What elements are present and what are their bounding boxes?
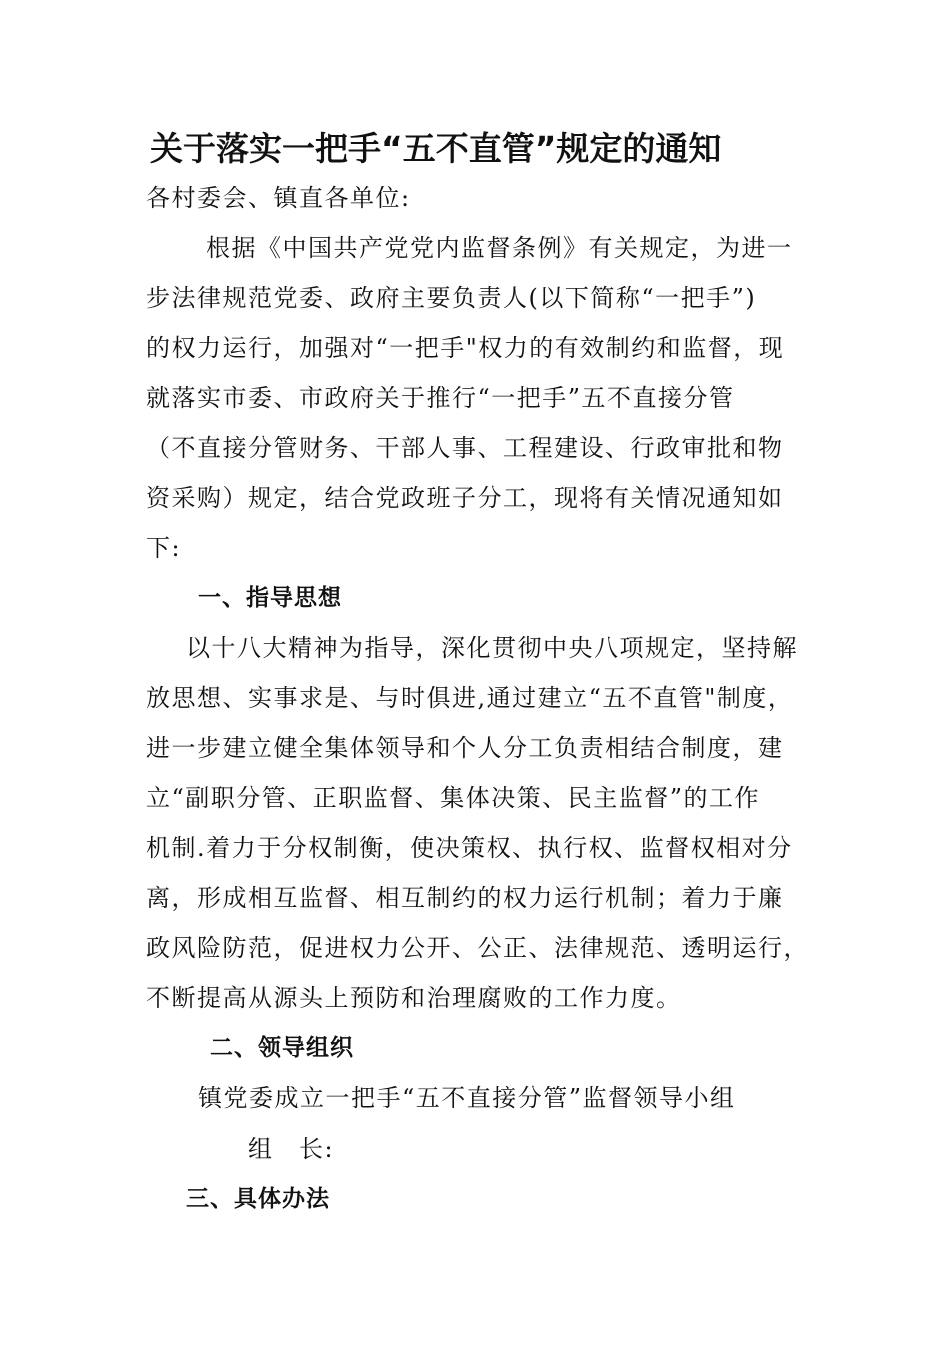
section-heading-leadership: 二、领导组织 [210,1035,354,1061]
section-heading-guiding-thought: 一、指导思想 [198,585,342,611]
section1-line: 离，形成相互监督、相互制约的权力运行机制；着力于廉 [146,884,784,912]
intro-line: 下: [146,534,182,562]
intro-line: 根据《中国共产党党内监督条例》有关规定，为进一 [206,234,793,262]
section1-line: 立“副职分管、正职监督、集体决策、民主监督”的工作 [146,784,761,812]
section1-line: 放思想、实事求是、与时俱进,通过建立“五不直管"制度， [146,684,794,712]
document-title: 关于落实一把手“五不直管”规定的通知 [150,129,722,168]
intro-line: 资采购）规定，结合党政班子分工，现将有关情况通知如 [146,484,784,512]
intro-line: 就落实市委、市政府关于推行“一把手”五不直接分管 [146,384,735,412]
group-leader-label: 组 长: [248,1135,335,1163]
intro-line: 步法律规范党委、政府主要负责人(以下简称“一把手”) [146,284,757,312]
section1-line: 机制.着力于分权制衡，使决策权、执行权、监督权相对分 [146,834,793,862]
intro-line: （不直接分管财务、干部人事、工程建设、行政审批和物 [146,434,784,462]
intro-line: 的权力运行，加强对“一把手"权力的有效制约和监督，现 [146,334,785,362]
leading-group-line: 镇党委成立一把手“五不直接分管”监督领导小组 [198,1084,736,1112]
salutation: 各村委会、镇直各单位: [146,184,411,212]
section-heading-specific-measures: 三、具体办法 [186,1186,330,1212]
section1-line: 政风险防范，促进权力公开、公正、法律规范、透明运行， [146,934,809,962]
section1-line: 不断提高从源头上预防和治理腐败的工作力度。 [146,984,682,1012]
section1-line: 进一步建立健全集体领导和个人分工负责相结合制度，建 [146,734,784,762]
section1-line: 以十八大精神为指导，深化贯彻中央八项规定，坚持解 [186,634,798,662]
